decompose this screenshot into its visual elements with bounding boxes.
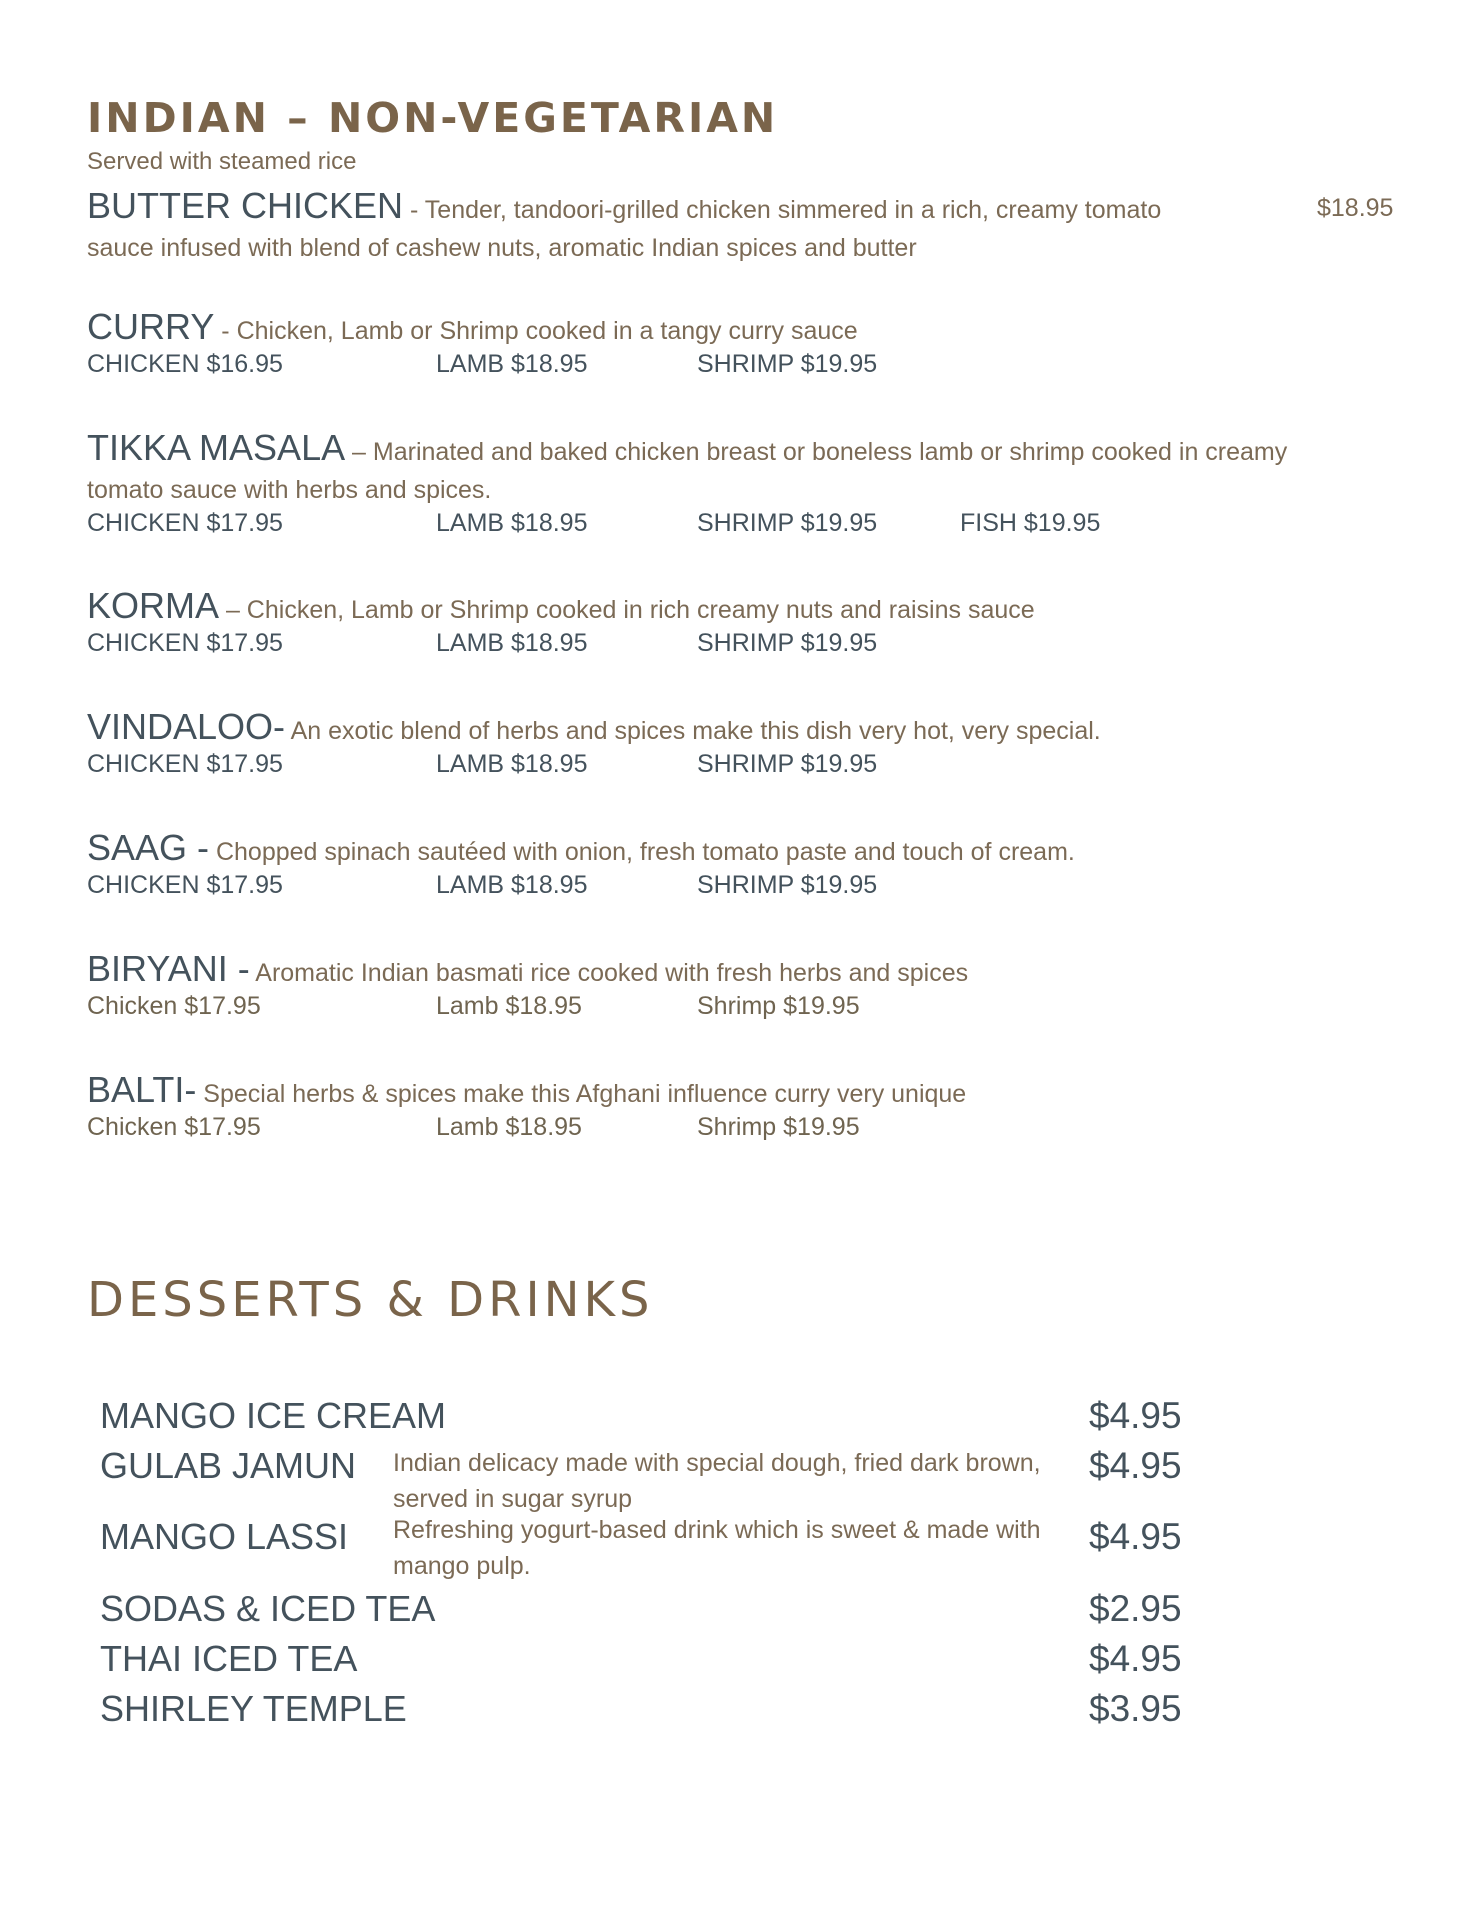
dish-description: – Marinated and baked chicken breast or boneless lamb or shrimp cooked in creamy tomato sauce with herbs and spices. (87, 438, 1288, 504)
item-price: $2.95 (1089, 1588, 1182, 1629)
price-options (87, 629, 1387, 663)
item-name: MANGO ICE CREAM (100, 1395, 447, 1436)
dish-name: VINDALOO- (87, 706, 286, 747)
dish-name: KORMA (87, 585, 220, 626)
dish-name: BALTI- (87, 1069, 197, 1110)
price-shrimp: SHRIMP $19.95 (697, 871, 878, 899)
dish-description: Aromatic Indian basmati rice cooked with fresh herbs and spices (249, 959, 969, 987)
price-shrimp: SHRIMP $19.95 (697, 350, 878, 378)
item-price: $4.95 (1089, 1638, 1182, 1679)
price-chicken: CHICKEN $16.95 (87, 350, 283, 378)
dish-korma (87, 587, 1387, 663)
price-chicken: CHICKEN $17.95 (87, 509, 283, 537)
dish-name: BIRYANI - (87, 948, 250, 989)
price-lamb: LAMB $18.95 (436, 350, 588, 378)
price-options (87, 509, 1387, 543)
item-price: $4.95 (1089, 1445, 1182, 1486)
item-description: Refreshing yogurt-based drink which is sweet & made with mango pulp. (393, 1516, 1041, 1580)
dish-saag (87, 829, 1387, 905)
price-lamb: LAMB $18.95 (436, 509, 588, 537)
price-chicken: CHICKEN $17.95 (87, 871, 283, 899)
dish-description: Special herbs & spices make this Afghani influence curry very unique (196, 1080, 967, 1108)
price-shrimp: Shrimp $19.95 (697, 992, 860, 1020)
section-title-non-vegetarian: INDIAN – NON-VEGETARIAN (87, 94, 779, 142)
price-options (87, 992, 1387, 1026)
price-chicken: Chicken $17.95 (87, 992, 261, 1020)
price-fish: FISH $19.95 (960, 509, 1101, 537)
dish-price: $18.95 (1317, 194, 1394, 222)
dish-name: BUTTER CHICKEN (87, 185, 404, 226)
item-name: THAI ICED TEA (100, 1638, 358, 1679)
price-shrimp: Shrimp $19.95 (697, 1113, 860, 1141)
item-name: SODAS & ICED TEA (100, 1588, 436, 1629)
dish-description: Chopped spinach sautéed with onion, fresh tomato paste and touch of cream. (209, 838, 1075, 866)
price-chicken: CHICKEN $17.95 (87, 629, 283, 657)
item-name: MANGO LASSI (100, 1516, 349, 1557)
price-lamb: LAMB $18.95 (436, 629, 588, 657)
dish-name: SAAG - (87, 827, 210, 868)
price-options (87, 1113, 1387, 1147)
section-subtitle: Served with steamed rice (87, 148, 357, 175)
dish-description: An exotic blend of herbs and spices make this dish very hot, very special. (285, 717, 1101, 745)
dish-description: - Chicken, Lamb or Shrimp cooked in a tangy curry sauce (214, 317, 858, 345)
price-shrimp: SHRIMP $19.95 (697, 629, 878, 657)
dish-name: CURRY (87, 306, 215, 347)
price-chicken: CHICKEN $17.95 (87, 750, 283, 778)
item-price: $4.95 (1089, 1516, 1182, 1557)
dish-tikka-masala (87, 429, 1387, 543)
item-price: $4.95 (1089, 1395, 1182, 1436)
price-lamb: Lamb $18.95 (436, 992, 582, 1020)
price-lamb: LAMB $18.95 (436, 871, 588, 899)
dish-biryani (87, 950, 1387, 1026)
item-name: SHIRLEY TEMPLE (100, 1688, 407, 1729)
section-title-desserts-drinks: DESSERTS & DRINKS (87, 1272, 654, 1328)
dish-curry (87, 308, 1387, 384)
price-shrimp: SHRIMP $19.95 (697, 509, 878, 537)
dish-balti (87, 1071, 1387, 1147)
item-price: $3.95 (1089, 1688, 1182, 1729)
price-options (87, 350, 1387, 384)
dish-butter-chicken (87, 185, 1394, 267)
item-description: Indian delicacy made with special dough, fried dark brown, served in sugar syrup (393, 1449, 1041, 1513)
price-lamb: Lamb $18.95 (436, 1113, 582, 1141)
price-options (87, 871, 1387, 905)
dish-name: TIKKA MASALA (87, 427, 346, 468)
dish-description: – Chicken, Lamb or Shrimp cooked in rich creamy nuts and raisins sauce (219, 596, 1035, 624)
dish-vindaloo (87, 708, 1387, 784)
price-shrimp: SHRIMP $19.95 (697, 750, 878, 778)
price-options (87, 750, 1387, 784)
item-name: GULAB JAMUN (100, 1445, 357, 1486)
price-chicken: Chicken $17.95 (87, 1113, 261, 1141)
dish-description: - Tender, tandoori-grilled chicken simmered in a rich, creamy tomato sauce infused with blend of cashew nuts, aromatic Indian spices and butter (87, 196, 1162, 262)
price-lamb: LAMB $18.95 (436, 750, 588, 778)
